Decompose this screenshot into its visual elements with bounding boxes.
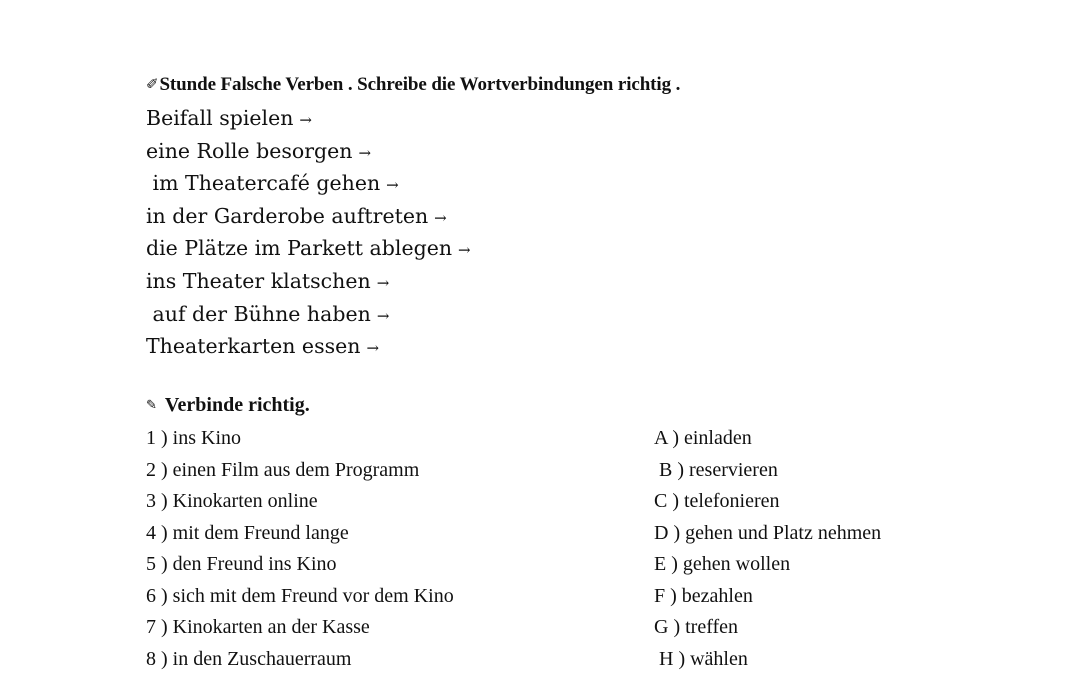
arrow-icon: → (458, 241, 471, 260)
word-pair-item: im Theatercafé gehen → (146, 171, 399, 196)
list-item: 3 ) Kinokarten online (146, 490, 318, 512)
task1-heading-text: Stunde Falsche Verben . Schreibe die Wortverbindungen richtig . (159, 74, 681, 95)
list-item: 2 ) einen Film aus dem Programm (146, 458, 420, 481)
list-item: A ) einladen (654, 427, 752, 449)
list-item: 5 ) den Freund ins Kino (146, 553, 337, 575)
list-item: G ) treffen (654, 616, 739, 638)
arrow-icon: → (299, 111, 312, 129)
word-pair-item: die Plätze im Parkett ablegen → (146, 236, 471, 261)
pencil-icon: ✐ (146, 75, 159, 93)
list-item: B ) reservieren (654, 458, 778, 481)
list-item: 7 ) Kinokarten an der Kasse (146, 616, 370, 638)
list-item: 8 ) in den Zuschauerraum (146, 647, 352, 670)
word-pair-item: in der Garderobe auftreten → (146, 203, 447, 228)
pencil-icon: ✎ (146, 398, 157, 413)
arrow-icon: → (366, 339, 380, 358)
arrow-icon: → (376, 306, 390, 325)
list-item: 1 ) ins Kino (146, 427, 241, 449)
list-item: F ) bezahlen (654, 584, 753, 607)
task2-right-column (654, 424, 881, 676)
word-pair-item: Beifall spielen → (146, 106, 312, 130)
task1-heading (146, 74, 680, 96)
arrow-icon: → (376, 273, 390, 292)
task1-word-pairs (146, 102, 471, 363)
word-pair-item: auf der Bühne haben → (146, 301, 390, 326)
task2-left-column (146, 424, 454, 676)
list-item: D ) gehen und Platz nehmen (654, 521, 882, 544)
list-item: C ) telefonieren (654, 490, 780, 512)
list-item: H ) wählen (654, 647, 748, 670)
task2-heading (146, 394, 310, 417)
word-pair-item: eine Rolle besorgen → (146, 138, 372, 163)
arrow-icon: → (434, 208, 447, 227)
arrow-icon: → (358, 143, 372, 162)
task2-heading-text: Verbinde richtig. (164, 394, 310, 416)
list-item: 6 ) sich mit dem Freund vor dem Kino (146, 584, 454, 607)
word-pair-item: ins Theater klatschen → (146, 268, 390, 293)
word-pair-item: Theaterkarten essen → (146, 334, 380, 359)
arrow-icon: → (386, 176, 399, 195)
list-item: E ) gehen wollen (654, 553, 791, 575)
list-item: 4 ) mit dem Freund lange (146, 521, 349, 544)
